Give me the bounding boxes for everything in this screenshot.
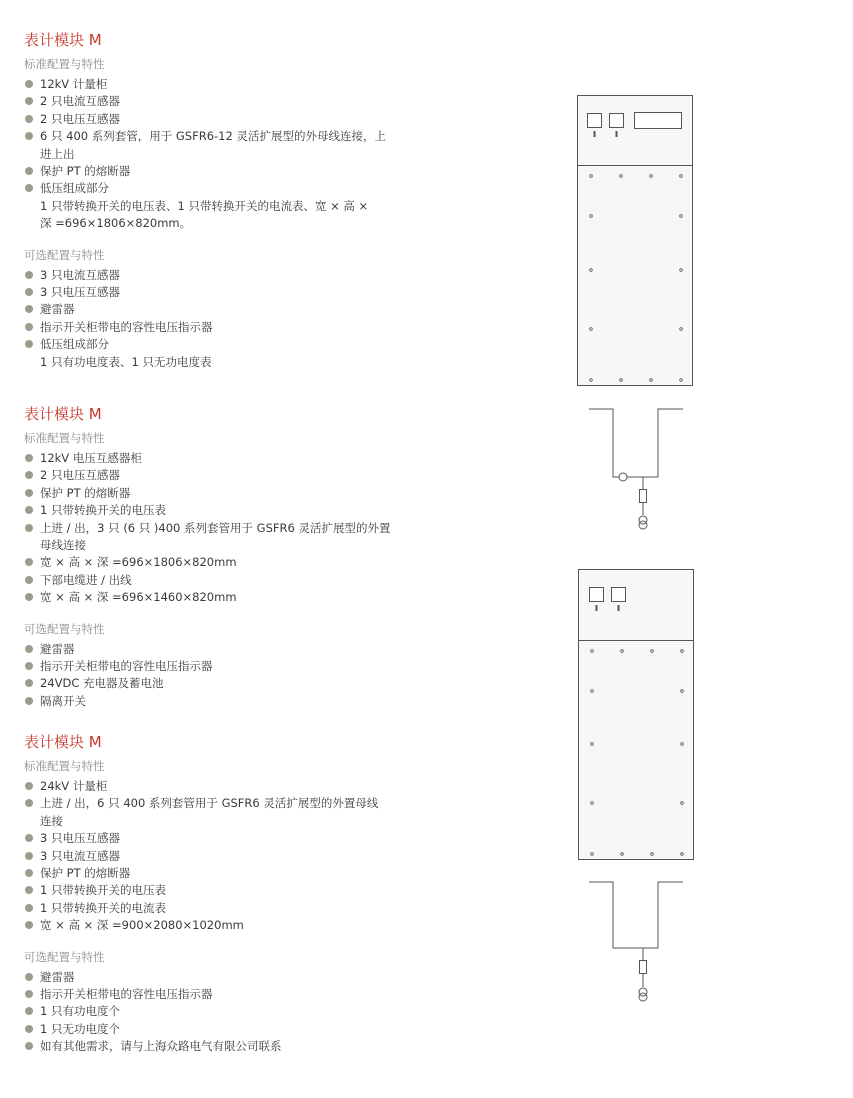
section-title: 表计模块 M bbox=[24, 31, 102, 49]
section-title: 表计模块 M bbox=[24, 405, 102, 423]
optional-config-heading: 可选配置与特性 bbox=[24, 247, 105, 262]
list-item-text: 避雷器 bbox=[40, 641, 75, 656]
list-item-text: 宽 × 高 × 深 =696×1460×820mm bbox=[40, 590, 237, 605]
standard-config-heading: 标准配置与特性 bbox=[24, 431, 105, 445]
list-item-text: 3 只电流互感器 bbox=[40, 848, 120, 863]
list-item-text: 12kV 电压互感器柜 bbox=[40, 451, 142, 465]
list-item-text: 保护 PT 的熔断器 bbox=[40, 485, 131, 500]
list-item-text: 母线连接 bbox=[40, 538, 86, 553]
list-item-text: 下部电缆进 / 出线 bbox=[40, 572, 132, 587]
list-item-text: 进上出 bbox=[40, 146, 75, 161]
section-title: 表计模块 M bbox=[24, 733, 102, 751]
list-item-text: 避雷器 bbox=[40, 302, 75, 317]
list-item-text: 上进 / 出，3 只 (6 只 )400 系列套管用于 GSFR6 灵活扩展型的外置 bbox=[40, 520, 391, 535]
list-item-text: 指示开关柜带电的容性电压指示器 bbox=[40, 319, 213, 334]
list-item-text: 低压组成部分 bbox=[40, 337, 109, 352]
cabinet-2-drawing bbox=[579, 570, 694, 860]
list-item-text: 3 只电压互感器 bbox=[40, 831, 120, 846]
list-item-text: 24VDC 充电器及蓄电池 bbox=[40, 676, 164, 691]
list-item-text: 指示开关柜带电的容性电压指示器 bbox=[40, 987, 213, 1002]
cabinet-1-drawing bbox=[578, 96, 693, 386]
optional-config-heading: 可选配置与特性 bbox=[24, 621, 105, 636]
list-item-text: 3 只电流互感器 bbox=[40, 267, 120, 282]
list-item-text: 宽 × 高 × 深 =900×2080×1020mm bbox=[40, 918, 244, 933]
list-item-text: 1 只带转换开关的电流表 bbox=[40, 900, 166, 915]
optional-config-heading: 可选配置与特性 bbox=[24, 949, 105, 964]
list-item-text: 保护 PT 的熔断器 bbox=[40, 164, 131, 179]
list-item-text: 深 =696×1806×820mm。 bbox=[40, 216, 192, 231]
list-item-text: 1 只带转换开关的电压表、1 只带转换开关的电流表、宽 × 高 × bbox=[40, 198, 369, 213]
list-item-text: 1 只有功电度个 bbox=[40, 1004, 120, 1019]
list-item-text: 2 只电流互感器 bbox=[40, 94, 120, 109]
list-item-text: 如有其他需求，请与上海众路电气有限公司联系 bbox=[40, 1039, 282, 1054]
list-item-text: 保护 PT 的熔断器 bbox=[40, 866, 131, 881]
list-item-text: 6 只 400 系列套管，用于 GSFR6-12 灵活扩展型的外母线连接，上 bbox=[40, 129, 386, 144]
list-item-text: 2 只电压互感器 bbox=[40, 111, 120, 126]
schematic-1-drawing bbox=[589, 409, 683, 529]
list-item-text: 12kV 计量柜 bbox=[40, 77, 108, 91]
list-item-text: 1 只带转换开关的电压表 bbox=[40, 883, 166, 898]
standard-config-heading: 标准配置与特性 bbox=[24, 57, 105, 71]
list-item-text: 连接 bbox=[40, 813, 63, 828]
list-item-text: 24kV 计量柜 bbox=[40, 779, 108, 793]
list-item-text: 3 只电压互感器 bbox=[40, 285, 120, 300]
list-item-text: 上进 / 出，6 只 400 系列套管用于 GSFR6 灵活扩展型的外置母线 bbox=[40, 796, 379, 811]
list-item-text: 宽 × 高 × 深 =696×1806×820mm bbox=[40, 555, 237, 570]
list-item-text: 指示开关柜带电的容性电压指示器 bbox=[40, 659, 213, 674]
list-item-text: 隔离开关 bbox=[40, 693, 86, 708]
schematic-2-drawing bbox=[589, 882, 683, 1001]
list-item-text: 1 只带转换开关的电压表 bbox=[40, 503, 166, 518]
list-item-text: 1 只有功电度表、1 只无功电度表 bbox=[40, 354, 212, 369]
standard-config-heading: 标准配置与特性 bbox=[24, 759, 105, 773]
list-item-text: 2 只电压互感器 bbox=[40, 468, 120, 483]
list-item-text: 1 只无功电度个 bbox=[40, 1021, 120, 1036]
list-item-text: 低压组成部分 bbox=[40, 181, 109, 196]
list-item-text: 避雷器 bbox=[40, 969, 75, 984]
